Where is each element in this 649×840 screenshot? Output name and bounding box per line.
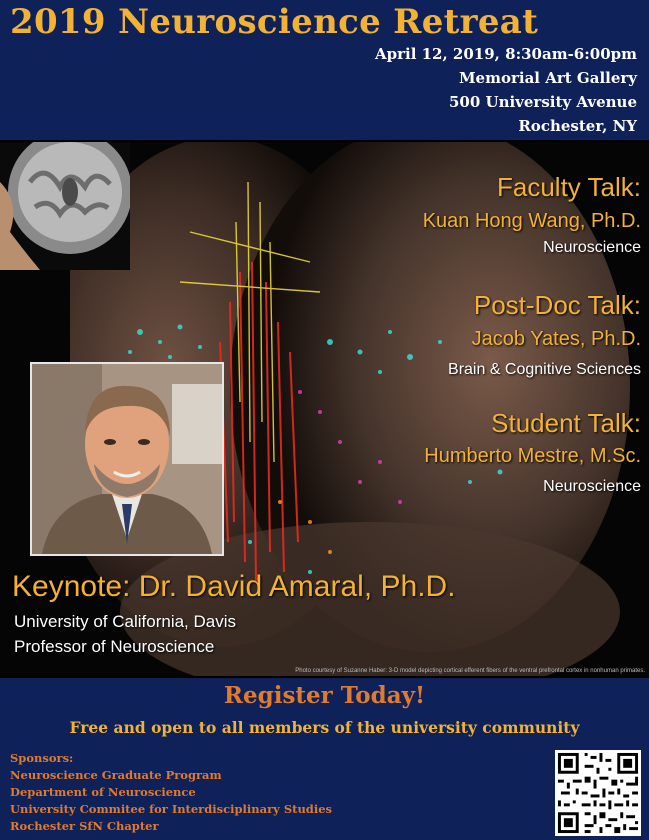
student-talk-label: Student Talk: (491, 408, 641, 438)
sponsor-item: University Commitee for Interdisciplinary Studies (10, 802, 333, 816)
sponsor-item: Department of Neuroscience (10, 785, 196, 799)
student-talk-department: Neuroscience (543, 478, 641, 495)
event-address: 500 University Avenue (448, 93, 637, 111)
event-title: 2019 Neuroscience Retreat (10, 2, 539, 42)
event-venue: Memorial Art Gallery (458, 69, 637, 87)
keynote-position: Professor of Neuroscience (14, 637, 215, 656)
faculty-talk-label: Faculty Talk: (496, 172, 641, 202)
postdoc-talk-department: Brain & Cognitive Sciences (448, 361, 641, 378)
header-banner (0, 0, 649, 142)
keynote-speaker-portrait (30, 362, 224, 556)
photo-credit: Photo courtesy of Suzanne Haber: 3-D model depicting cortical efferent fibers of the ventral prefrontal cortex in nonhuman primates. (295, 668, 645, 674)
sponsor-item: Neuroscience Graduate Program (10, 768, 222, 782)
footer-banner (0, 676, 649, 840)
brain-image-panel (0, 142, 649, 676)
keynote-affiliation: University of California, Davis (14, 612, 237, 631)
keynote-speaker: Keynote: Dr. David Amaral, Ph.D. (12, 570, 456, 603)
mri-brain-slice-image (0, 142, 130, 270)
postdoc-talk-label: Post-Doc Talk: (473, 290, 641, 320)
free-open-text: Free and open to all members of the university community (69, 718, 580, 737)
register-heading: Register Today! (223, 682, 426, 709)
postdoc-talk-speaker: Jacob Yates, Ph.D. (471, 328, 641, 350)
event-details (375, 42, 637, 138)
sponsor-item: Rochester SfN Chapter (10, 819, 159, 833)
event-city: Rochester, NY (518, 117, 637, 135)
sponsors-list (10, 750, 332, 835)
event-date-time: April 12, 2019, 8:30am-6:00pm (374, 45, 637, 63)
faculty-talk-speaker: Kuan Hong Wang, Ph.D. (422, 210, 641, 232)
faculty-talk-department: Neuroscience (543, 239, 641, 256)
qr-code-icon[interactable] (555, 750, 641, 836)
student-talk-speaker: Humberto Mestre, M.Sc. (424, 445, 641, 467)
sponsors-label: Sponsors: (10, 751, 74, 765)
